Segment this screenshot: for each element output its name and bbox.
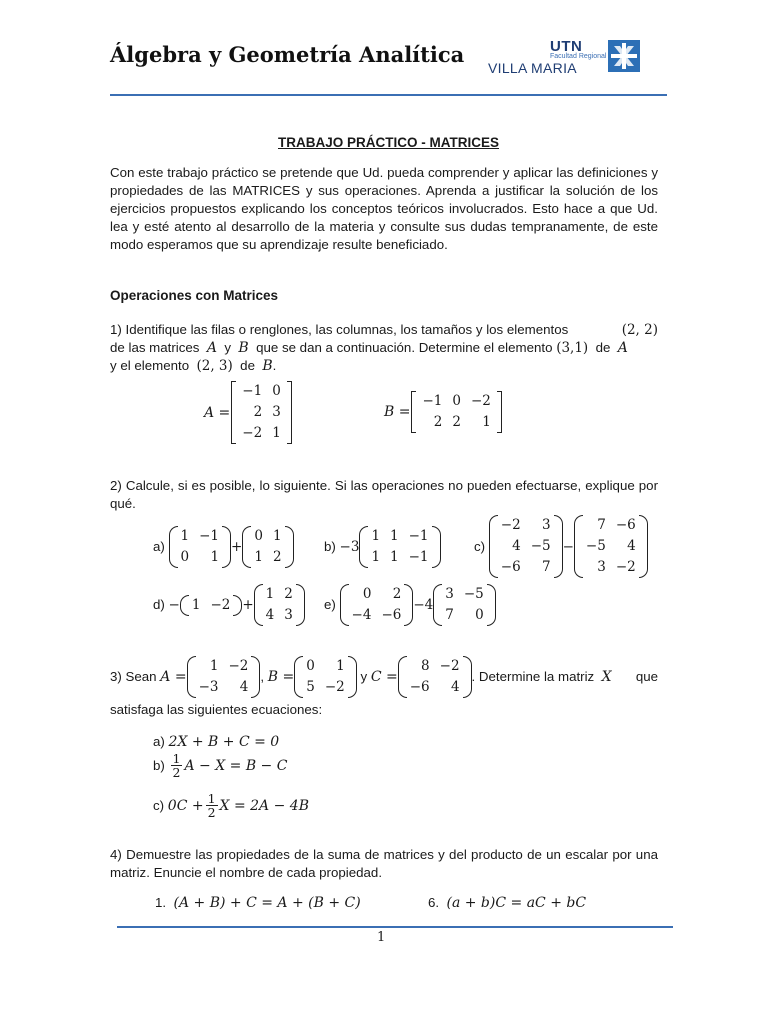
matrix-cell: 0 [452,393,461,409]
matrix-cell: 3 [284,607,293,623]
footer-divider [117,926,673,928]
ex2d-matrix-2 [254,584,305,626]
matrix-cell: 1 [390,528,399,544]
matrix-cell: −4 [351,607,372,623]
matrix-cell: 5 [306,679,315,695]
exercise-3a: a) 2X + B + C = 0 [153,734,280,750]
matrix-cell: −2 [500,517,521,533]
matrix-cell: 2 [272,549,282,565]
exercise-3-intro: 3) Sean A = 1 −2 −3 4 , B = 0 1 5 −2 y C = 8 −2 −6 4 . Determine la matriz X que [110,656,658,698]
exercise-2d: d) − 1 −2 + 1 2 4 3 [153,584,305,626]
matrix-cell: −5 [585,538,606,554]
page-number: 1 [377,930,386,945]
exercise-3-text: satisfaga las siguientes ecuaciones: [110,702,323,717]
matrix-cell: −1 [199,528,220,544]
matrix-cell: −2 [324,679,345,695]
matrix-cell: 0 [272,383,281,399]
ex2a-matrix-2 [242,526,293,568]
page-title: TRABAJO PRÁCTICO - MATRICES [278,135,499,150]
property-6: 6. (a + b)C = aC + bC [428,895,587,911]
logo-utn-text: UTN [550,38,583,55]
matrix-A [230,381,293,444]
exercise-3c: c) 0C + $\frac{1}{2}$ X = 2A − 4B [153,791,309,820]
ex2c-matrix-2 [574,515,648,578]
matrix-cell: 1 [254,549,263,565]
matrix-cell: 1 [210,549,220,565]
ex2d-matrix-1 [180,595,243,616]
matrix-cell: 0 [180,549,190,565]
ex3-matrix-B [294,656,357,698]
matrix-cell: −2 [470,393,491,409]
matrix-cell: −2 [242,425,263,441]
utn-emblem-icon [608,40,640,72]
matrix-cell: −2 [615,559,636,575]
exercise-4-text: 4) Demuestre las propiedades de la suma de matrices y del producto de un escalar por una matriz. Enuncie el nombre de cada propiedad. [110,847,658,880]
section-heading: Operaciones con Matrices [110,288,279,303]
matrix-cell: −2 [228,658,249,674]
matrix-cell: 7 [597,517,606,533]
intro-paragraph: Con este trabajo práctico se pretende que Ud. pueda comprender y aplicar las definiciones y propiedades de las MATRICES y sus operaciones. Aprenda a justificar la solución de los ejercicios propuestos explicando los conceptos teóricos involucrados. Esto hace a que Ud. lea y esté atento al desarrollo de la materia y consulte sus dudas tempranamente, de este modo esperamos que su aprendizaje resulte beneficiado. [110,165,658,252]
exercise-2b: b) −3 1 1 −1 1 1 −1 [324,526,441,568]
matrix-cell: 2 [392,586,402,602]
matrix-cell: −6 [500,559,521,575]
matrix-cell: −1 [408,528,429,544]
matrix-A-display: A = −1 0 2 3 −2 1 [204,381,293,444]
matrix-cell: 2 [253,404,263,420]
exercise-2e: e) 0 2 −4 −6 − 4 3 −5 7 0 [324,584,496,626]
ex3-matrix-C [398,656,472,698]
ex2b-matrix [359,526,440,568]
logo-facultad-text: Facultad Regional [550,53,607,60]
matrix-cell: −6 [615,517,636,533]
matrix-cell: 1 [180,528,190,544]
matrix-cell: −5 [463,586,484,602]
property-1: 1. (A + B) + C = A + (B + C) [155,895,361,911]
matrix-cell: 0 [475,607,484,623]
matrix-B-display: B = −1 0 −2 2 2 1 [384,391,503,433]
matrix-cell: 4 [627,538,636,554]
matrix-cell: −3 [198,679,219,695]
matrix-cell: 1 [209,658,219,674]
matrix-cell: 3 [272,404,281,420]
exercise-2-text: 2) Calcule, si es posible, lo siguiente. Si las operaciones no pueden efectuarse, explique por qué. [110,478,658,511]
matrix-cell: 7 [542,559,551,575]
matrix-cell: 1 [191,596,201,613]
matrix-B [410,391,502,433]
matrix-cell: −2 [210,596,231,613]
ex3-matrix-A [187,656,261,698]
matrix-cell: −1 [422,393,443,409]
document-header-title: Álgebra y Geometría Analítica [110,42,465,67]
matrix-cell: 1 [371,528,381,544]
exercise-2a: a) 1 −1 0 1 + 0 1 1 2 [153,526,294,568]
matrix-cell: 4 [512,538,521,554]
matrix-cell: −1 [242,383,263,399]
matrix-cell: 4 [239,679,249,695]
matrix-cell: 1 [371,549,381,565]
matrix-cell: 1 [272,528,282,544]
matrix-cell: 2 [452,414,461,430]
matrix-cell: 2 [433,414,443,430]
exercise-2c: c) −2 3 4 −5 −6 7 − 7 −6 −5 4 3 −2 [474,515,648,578]
ex2e-matrix-2 [433,584,496,626]
matrix-cell: 1 [336,658,345,674]
matrix-cell: −5 [530,538,551,554]
matrix-cell: 0 [306,658,315,674]
exercise-3b: b) $\frac{1}{2}$ A − X = B − C [153,751,288,780]
ex2a-matrix-1 [169,526,232,568]
matrix-cell: 1 [390,549,399,565]
matrix-cell: 1 [482,414,491,430]
matrix-cell: 1 [265,586,275,602]
matrix-cell: 3 [445,586,454,602]
matrix-cell: 1 [272,425,281,441]
matrix-cell: 0 [362,586,372,602]
matrix-cell: −2 [439,658,460,674]
matrix-cell: 4 [450,679,460,695]
matrix-cell: −1 [408,549,429,565]
matrix-cell: −6 [381,607,402,623]
matrix-cell: 8 [421,658,430,674]
matrix-cell: 4 [265,607,275,623]
matrix-cell: 2 [284,586,293,602]
logo-city-text: VILLA MARIA [488,60,577,76]
matrix-cell: 3 [542,517,551,533]
utn-logo [486,38,640,76]
matrix-cell: −6 [409,679,430,695]
exercise-1-text: 1) Identifique las filas o renglones, las columnas, los tamaños y los elementos (2, 2) de las matrices A y B que se dan a continuación. Determine el elemento (3,1) de A y el elemento (2, 3) de B. [110,322,658,374]
matrix-cell: 7 [445,607,454,623]
matrix-cell: 3 [597,559,606,575]
matrix-cell: 0 [254,528,263,544]
ex2c-matrix-1 [489,515,563,578]
header-divider [110,94,667,96]
ex2e-matrix-1 [340,584,414,626]
